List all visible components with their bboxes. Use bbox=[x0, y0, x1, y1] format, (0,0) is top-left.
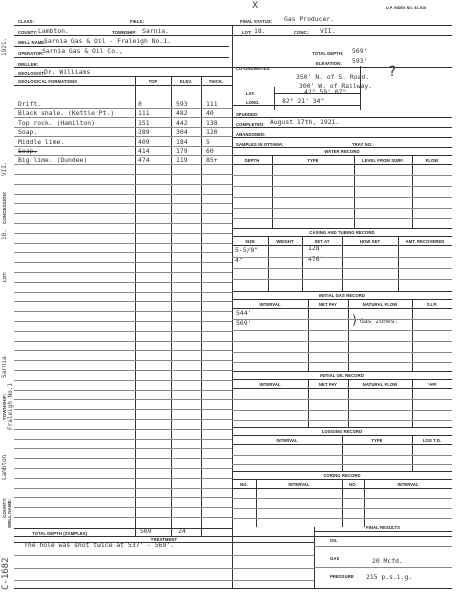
margin-conc-value: VII. bbox=[1, 161, 8, 176]
gas-net-pay-header: NET PAY bbox=[318, 302, 338, 307]
long-label: LONG. bbox=[246, 100, 260, 105]
oil-title: INITIAL OIL RECORD bbox=[320, 373, 364, 378]
coring-no-header-1: NO. bbox=[240, 482, 248, 487]
abandoned-label: ABANDONED: bbox=[236, 132, 266, 137]
water-depth-header: DEPTH bbox=[244, 158, 260, 163]
geologist-value: Dr. Williams bbox=[44, 68, 91, 76]
long-value: 82° 21' 34" bbox=[282, 97, 325, 105]
formation-name: Top rock. (Hamilton) bbox=[18, 118, 95, 127]
margin-well-label: WELL NAME: bbox=[7, 498, 12, 528]
final-gas-value: 20 Mcfd. bbox=[372, 557, 403, 565]
formation-name: Middle lime. bbox=[18, 137, 65, 146]
conc-value: VII. bbox=[320, 27, 336, 35]
class-label: CLASS: bbox=[18, 19, 35, 24]
formation-top: 474 bbox=[138, 156, 150, 165]
formation-thick: 111 bbox=[206, 100, 218, 108]
final-oil-label: OIL bbox=[330, 538, 338, 543]
total-depth-label: TOTAL DEPTH: bbox=[312, 51, 344, 56]
formation-top: 111 bbox=[138, 109, 150, 118]
completed-label: COMPLETED: bbox=[236, 122, 265, 127]
coring-title: CORING RECORD bbox=[323, 473, 361, 478]
margin-lot-label: LOT: bbox=[2, 271, 7, 282]
gas-flow-header: NATURAL FLOW bbox=[362, 302, 398, 307]
coring-no-header-2: NO. bbox=[349, 482, 357, 487]
township-label: TOWNSHIP: bbox=[112, 30, 137, 35]
formation-elev: 119 bbox=[176, 156, 188, 165]
formation-top: 151 bbox=[138, 118, 150, 127]
lat-label: LAT. bbox=[246, 91, 255, 96]
formation-elev: 179 bbox=[176, 147, 188, 155]
water-level-header: LEVEL FROM SURF. bbox=[362, 158, 404, 163]
margin-well-value: Fraleigh No.1 bbox=[7, 383, 14, 430]
elevation-value: 593' bbox=[352, 57, 368, 65]
county-value: Lambton. bbox=[38, 27, 69, 35]
coring-interval-header-1: INTERVAL bbox=[288, 482, 310, 487]
field-label: FIELD: bbox=[130, 19, 145, 24]
margin-card-number: C-1682 bbox=[1, 557, 11, 590]
index-label: U.P. INDEX NO. 81-916 bbox=[386, 6, 427, 10]
formation-name: Drift. bbox=[18, 100, 42, 108]
formation-elev: 593 bbox=[176, 100, 188, 108]
coordinates-note-mark: ? bbox=[388, 64, 397, 80]
treatment-title: TREATMENT bbox=[150, 537, 178, 542]
well-name-label: WELL NAME: bbox=[18, 40, 46, 45]
logging-td-header: LOG T.D. bbox=[422, 438, 442, 443]
thick-header: THICK. bbox=[208, 79, 224, 84]
casing-size-1: 5-5/8" bbox=[235, 246, 259, 254]
county-label: COUNTY: bbox=[18, 30, 38, 35]
casing-set-at-header: SET AT bbox=[314, 239, 330, 244]
formation-top: 409 bbox=[138, 137, 150, 146]
total-depth-samples-top: 569 bbox=[140, 527, 152, 535]
logging-interval-header: INTERVAL bbox=[276, 438, 298, 443]
driller-label: DRILLER: bbox=[18, 62, 39, 67]
samples-label: SAMPLES IN OTTAWA: bbox=[236, 142, 284, 147]
operator-label: OPERATOR: bbox=[18, 51, 44, 56]
lot-label: LOT: bbox=[242, 30, 252, 35]
coring-interval-header-2: INTERVAL bbox=[397, 482, 419, 487]
casing-weight-header: WEIGHT bbox=[276, 239, 294, 244]
formation-name: Big lime. (Dundee) bbox=[18, 156, 88, 165]
casing-how-set-header: HOW SET bbox=[359, 239, 381, 244]
formation-elev: 442 bbox=[176, 118, 188, 127]
gas-interval-1: 544' bbox=[236, 309, 252, 317]
gas-sip-header: S.I.P. bbox=[426, 302, 438, 307]
formation-thick: 5 bbox=[206, 137, 210, 146]
oil-interval-header: INTERVAL bbox=[259, 382, 281, 387]
total-depth-samples-label: TOTAL DEPTH (SAMPLES) bbox=[32, 531, 88, 536]
margin-conc-label: CONCESSION: bbox=[2, 191, 7, 224]
casing-amt-header: AMT. RECOVERED bbox=[405, 239, 445, 244]
tray-label: TRAY NO.: bbox=[352, 142, 374, 147]
margin-township-label: TOWNSHIP: bbox=[2, 393, 7, 420]
total-depth-value: 569' bbox=[352, 47, 368, 55]
formation-elev: 184 bbox=[176, 137, 188, 146]
formation-top: 0 bbox=[138, 100, 142, 108]
treatment-text: The hole was shot twice at 537' - 569'. bbox=[24, 541, 175, 549]
margin-year: 1921. bbox=[1, 37, 8, 56]
oil-api-header: °API bbox=[427, 382, 437, 387]
oil-net-pay-header: NET PAY bbox=[318, 382, 338, 387]
casing-set-at-1: 128' bbox=[308, 244, 324, 252]
well-name-value: Sarnia Gas & Oil - Fraleigh No.1. bbox=[44, 37, 171, 45]
spudded-label: SPUDDED: bbox=[236, 112, 259, 117]
elevation-label: ELEVATION: bbox=[316, 61, 342, 66]
lot-value: 18. bbox=[254, 27, 266, 35]
elev-header: ELEV. bbox=[179, 79, 193, 84]
township-value: Sarnia. bbox=[142, 27, 169, 35]
formation-thick: 60 bbox=[206, 147, 214, 155]
gas-flow-bracket: ) bbox=[351, 313, 359, 327]
conc-label: CONC.: bbox=[294, 30, 310, 35]
casing-set-at-2: 476' bbox=[308, 255, 324, 263]
margin-lot-value: 18. bbox=[1, 229, 8, 240]
formation-name: Black shale. (Kettle Pt.) bbox=[18, 109, 115, 118]
margin-county-label: COUNTY: bbox=[2, 497, 7, 518]
coordinates-line2: 300' W. of Railway. bbox=[299, 82, 373, 90]
gas-flow-value: Gas zones. bbox=[360, 317, 399, 325]
formation-thick: 85+ bbox=[206, 156, 218, 165]
water-flow-header: FLOW bbox=[425, 158, 439, 163]
final-results-title: FINAL RESULTS bbox=[366, 525, 400, 530]
formations-header: GEOLOGICAL FORMATIONS bbox=[18, 79, 78, 84]
gas-title: INITIAL GAS RECORD bbox=[319, 293, 365, 298]
coordinates-line1: 350' N. of S. Road. bbox=[296, 73, 370, 81]
casing-size-2: 4" bbox=[235, 256, 243, 264]
formation-elev: 482 bbox=[176, 109, 188, 118]
header-mark: Ⅹ bbox=[252, 1, 259, 11]
gas-interval-header: INTERVAL bbox=[259, 302, 281, 307]
formation-top: 414 bbox=[138, 147, 150, 155]
top-header: TOP bbox=[148, 79, 158, 84]
logging-type-header: TYPE bbox=[371, 438, 383, 443]
formation-name: Soap. bbox=[18, 147, 38, 155]
formation-elev: 304 bbox=[176, 128, 188, 137]
formation-top: 289 bbox=[138, 128, 150, 137]
coordinates-label: CO-ORDINATES: bbox=[236, 66, 271, 71]
logging-title: LOGGING RECORD bbox=[321, 429, 363, 434]
oil-flow-header: NATURAL FLOW bbox=[362, 382, 398, 387]
lat-value: 42° 59' 07" bbox=[304, 88, 347, 96]
casing-title: CASING AND TUBING RECORD bbox=[309, 230, 375, 235]
final-status-value: Gas Producer. bbox=[284, 15, 335, 23]
operator-value: Sarnia Gas & Oil Co., bbox=[42, 47, 123, 55]
total-depth-samples-elev: 24 bbox=[178, 527, 186, 535]
formation-thick: 138 bbox=[206, 118, 218, 127]
margin-county-value: Lambton bbox=[1, 454, 8, 480]
formation-thick: 40 bbox=[206, 109, 214, 118]
water-type-header: TYPE bbox=[307, 158, 319, 163]
well-record-card bbox=[14, 1, 452, 588]
casing-size-header: SIZE bbox=[245, 239, 255, 244]
water-title: WATER RECORD bbox=[324, 149, 360, 154]
final-gas-label: GAS bbox=[330, 556, 340, 561]
margin-township-value: Sarnia bbox=[1, 356, 8, 378]
final-status-label: FINAL STATUS: bbox=[240, 19, 273, 24]
gas-interval-2: 569' bbox=[236, 319, 252, 327]
completed-value: August 17th, 1921. bbox=[270, 118, 340, 126]
geologist-label: GEOLOGIST: bbox=[18, 71, 45, 76]
formation-thick: 120 bbox=[206, 128, 218, 137]
final-pressure-label: PRESSURE bbox=[330, 574, 354, 579]
final-pressure-value: 215 p.s.i.g. bbox=[366, 573, 413, 581]
formation-name: Soap. bbox=[18, 128, 38, 137]
